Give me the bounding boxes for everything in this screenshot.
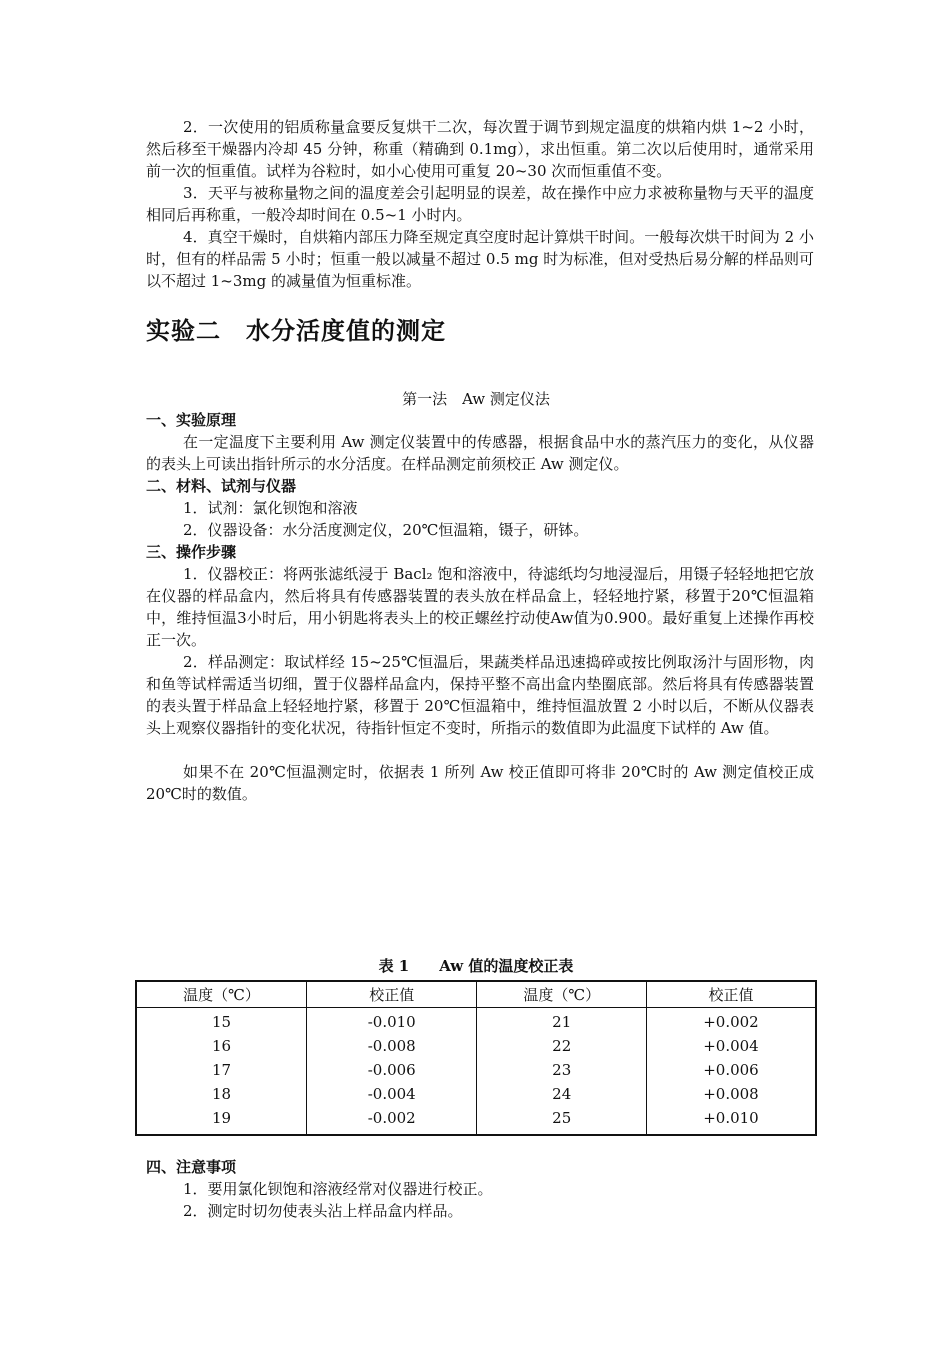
table-cell: +0.006	[646, 1058, 816, 1082]
experiment-title: 实验二 水分活度值的测定	[146, 317, 446, 345]
procedure-step-2: 2．样品测定：取试样经 15~25℃恒温后，果蔬类样品迅速捣碎或按比例取汤汁与固形物，肉和鱼等试样需适当切细，置于仪器样品盒内，保持平整不高出盒内垫圈底部。然后将具有传感器装置的表头置于样品盒上轻轻地拧紧，移置于 20℃恒温箱中，维持恒温放置 2 小时以后，不断从仪器表头上观察仪器指针的变化状况，待指针恒定不变时，所指示的数值即为此温度下试样的 Aw 值。	[146, 653, 814, 737]
table-row	[136, 1034, 816, 1058]
table-cell: 22	[477, 1034, 646, 1058]
principle-text: 在一定温度下主要利用 Aw 测定仪装置中的传感器，根据食品中水的蒸汽压力的变化，从仪器的表头上可读出指针所示的水分活度。在样品测定前须校正 Aw 测定仪。	[146, 433, 814, 473]
note-paragraph-4: 4．真空干燥时，自烘箱内部压力降至规定真空度时起计算烘干时间。一般每次烘干时间为 2 小时，但有的样品需 5 小时；恒重一般以减量不超过 0.5 mg 时为标准，但对受热后易分解的样品则可以不超过 1~3mg 的减量值为恒重标准。	[146, 228, 814, 290]
table-row	[136, 1058, 816, 1082]
note-paragraph-2: 2．一次使用的铝质称量盒要反复烘干二次，每次置于调节到规定温度的烘箱内烘 1~2 小时，然后移至干燥器内冷却 45 分钟，称重（精确到 0.1mg），求出恒重。第二次以后使用时，通常采用前一次的恒重值。试样为谷粒时，如小心使用可重复 20~30 次而恒重值不变。	[146, 118, 814, 180]
table-cell: 17	[136, 1058, 306, 1082]
table-caption: 表 1 Aw 值的温度校正表	[378, 957, 574, 975]
notes-item-2: 2．测定时切勿使表头沾上样品盒内样品。	[183, 1202, 463, 1220]
materials-item-1: 1．试剂：氯化钡饱和溶液	[183, 499, 358, 517]
table-cell: -0.008	[306, 1034, 476, 1058]
table-header-row	[136, 981, 816, 1008]
note-paragraph-3: 3．天平与被称量物之间的温度差会引起明显的误差，故在操作中应力求被称量物与天平的温度相同后再称重，一般冷却时间在 0.5~1 小时内。	[146, 184, 814, 224]
table-cell: 24	[477, 1082, 646, 1106]
table-cell: +0.002	[646, 1008, 816, 1035]
method-title: 第一法 Aw 测定仪法	[402, 390, 550, 408]
header-correction: 校正值	[646, 981, 816, 1008]
aw-correction-table	[135, 980, 817, 1136]
table-row	[136, 1106, 816, 1135]
header-temperature: 温度（℃）	[477, 981, 646, 1008]
table-cell: +0.008	[646, 1082, 816, 1106]
materials-heading: 二、材料、试剂与仪器	[146, 477, 297, 495]
table-cell: 25	[477, 1106, 646, 1135]
procedure-correction-note: 如果不在 20℃恒温测定时，依据表 1 所列 Aw 校正值即可将非 20℃时的 Aw 测定值校正成 20℃时的数值。	[146, 763, 814, 803]
table-cell: 16	[136, 1034, 306, 1058]
table-cell: -0.010	[306, 1008, 476, 1035]
table-cell: -0.006	[306, 1058, 476, 1082]
procedure-step-1: 1．仪器校正：将两张滤纸浸于 Bacl₂ 饱和溶液中，待滤纸均匀地浸湿后，用镊子轻轻地把它放在仪器的样品盒内，然后将具有传感器装置的表头放在样品盒上，轻轻地拧紧，移置于20℃恒温箱中，维持恒温3小时后，用小钥匙将表头上的校正螺丝拧动使Aw值为0.900。最好重复上述操作再校正一次。	[146, 565, 814, 649]
table-cell: +0.004	[646, 1034, 816, 1058]
table-cell: 19	[136, 1106, 306, 1135]
notes-heading: 四、注意事项	[146, 1158, 237, 1176]
principle-heading: 一、实验原理	[146, 411, 237, 429]
table-row	[136, 1082, 816, 1106]
table-cell: 23	[477, 1058, 646, 1082]
procedure-heading: 三、操作步骤	[146, 543, 237, 561]
table-cell: 18	[136, 1082, 306, 1106]
header-temperature: 温度（℃）	[136, 981, 306, 1008]
table-cell: +0.010	[646, 1106, 816, 1135]
materials-item-2: 2．仪器设备：水分活度测定仪，20℃恒温箱，镊子，研钵。	[183, 521, 589, 539]
table-cell: -0.002	[306, 1106, 476, 1135]
header-correction: 校正值	[306, 981, 476, 1008]
table-row	[136, 1008, 816, 1035]
table-cell: 21	[477, 1008, 646, 1035]
table-cell: -0.004	[306, 1082, 476, 1106]
notes-item-1: 1．要用氯化钡饱和溶液经常对仪器进行校正。	[183, 1180, 493, 1198]
table-cell: 15	[136, 1008, 306, 1035]
